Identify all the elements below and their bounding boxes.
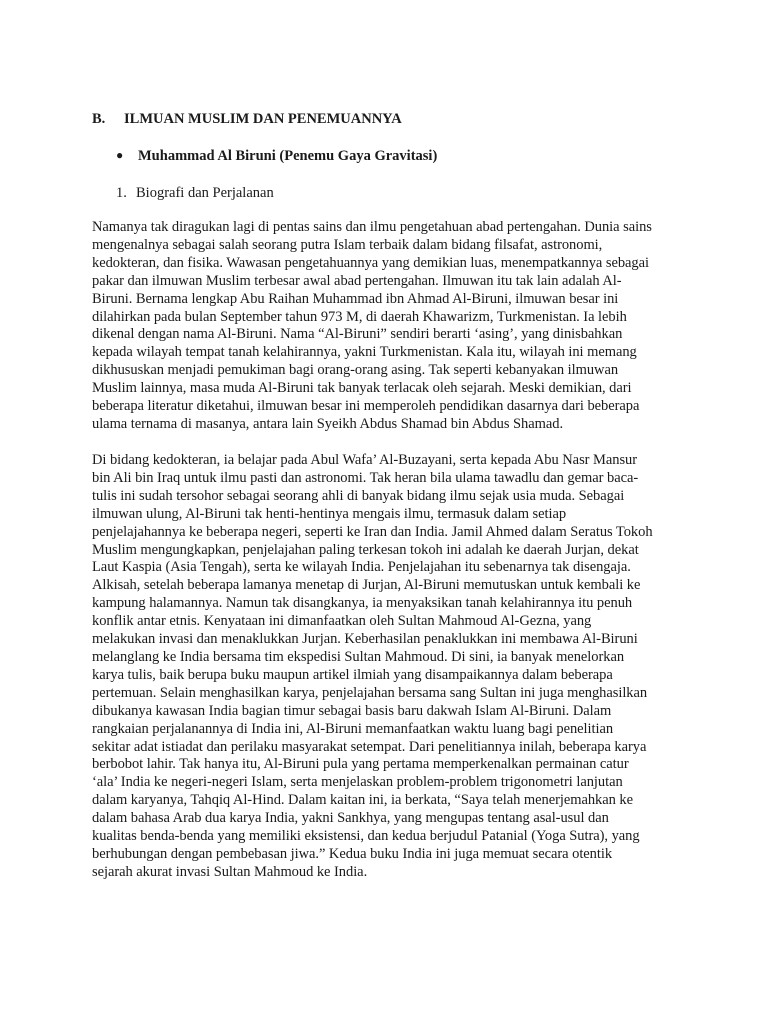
section-heading (92, 111, 402, 128)
paragraph-line: karya tulis, baik berupa buku maupun artikel ilmiah yang disampaikannya dalam beberapa (92, 666, 613, 683)
list-number: 1. (116, 185, 127, 201)
paragraph-line: kampung halamannya. Namun tak disangkanya, ia menyaksikan tanah kelahirannya itu penuh (92, 595, 633, 612)
numbered-text: Biografi dan Perjalanan (136, 185, 274, 201)
paragraph-line: ilmuwan ulung, Al-Biruni tak henti-hentinya mengais ilmu, termasuk dalam setiap (92, 505, 567, 522)
section-letter: B. (92, 111, 106, 127)
paragraph-line: dibukanya kawasan India bagian timur sebagai basis baru dakwah Islam Al-Biruni. Dalam (92, 702, 612, 719)
numbered-item (116, 185, 274, 202)
paragraph-line: dikenal dengan nama Al-Biruni. Nama “Al-Biruni” sendiri berarti ‘asing’, yang dinisbahkan (92, 326, 623, 343)
paragraph-line: ‘ala’ India ke negeri-negeri Islam, serta menjelaskan problem-problem trigonometri lanjutan (92, 774, 623, 791)
paragraph-line: kedokteran, dan fisika. Wawasan pengetahuannya yang demikian luas, menempatkannya sebagai (92, 254, 650, 271)
paragraph-line: Muslim mengungkapkan, penjelajahan paling terkesan tokoh ini adalah ke daerah Jurjan, dekat (92, 541, 639, 558)
paragraph-line: Laut Kaspia (Asia Tengah), serta ke wilayah India. Penjelajahan itu sebenarnya tak disengaja. (92, 559, 631, 576)
section-title: ILMUAN MUSLIM DAN PENEMUANNYA (124, 111, 402, 127)
paragraph-journey (92, 452, 692, 882)
bullet-dot-icon: ● (116, 148, 124, 162)
paragraph-line: pertemuan. Selain menghasilkan karya, penjelajahan bersama sang Sultan ini juga menghasilkan (92, 684, 648, 701)
paragraph-line: berhubungan dengan pembebasan jiwa.” Kedua buku India ini juga memuat secara otentik (92, 845, 613, 862)
paragraph-biography (92, 219, 692, 434)
paragraph-line: ulama ternama di masanya, antara lain Syeikh Abdus Shamad bin Abdus Shamad. (92, 415, 564, 432)
paragraph-line: dilahirkan pada bulan September tahun 973 M, di daerah Khawarizm, Turkmenistan. Ia lebih (92, 308, 627, 325)
paragraph-line: bin Ali bin Iraq untuk ilmu pasti dan astronomi. Tak heran bila ulama tawadlu dan gemar baca- (92, 469, 639, 486)
paragraph-line: tulis ini sudah tersohor sebagai seorang ahli di banyak bidang ilmu sejak usia muda. Sebagai (92, 487, 625, 504)
bullet-text: Muhammad Al Biruni (Penemu Gaya Gravitasi) (138, 148, 438, 164)
paragraph-line: melanglang ke India bersama tim ekspedisi Sultan Mahmoud. Di sini, ia banyak menelorkan (92, 648, 625, 665)
paragraph-line: kualitas benda-benda yang memiliki eksistensi, dan kedua berjudul Patanial (Yoga Sutra), yang (92, 828, 640, 845)
paragraph-line: penjelajahannya ke beberapa negeri, seperti ke Iran dan India. Jamil Ahmed dalam Seratus Tokoh (92, 523, 653, 540)
paragraph-line: Di bidang kedokteran, ia belajar pada Abul Wafa’ Al-Buzayani, serta kepada Abu Nasr Mansur (92, 452, 638, 468)
paragraph-line: dalam bahasa Arab dua karya India, yakni Sankhya, yang mengupas tentang asal-usul dan (92, 810, 609, 827)
paragraph-line: dalam karyanya, Tahqiq Al-Hind. Dalam kaitan ini, ia berkata, “Saya telah menerjemahkan ke (92, 792, 633, 809)
paragraph-line: sejarah akurat invasi Sultan Mahmoud ke India. (92, 863, 368, 880)
paragraph-line: Biruni. Bernama lengkap Abu Raihan Muhammad ibn Ahmad Al-Biruni, ilmuwan besar ini (92, 290, 619, 307)
paragraph-line: berbobot lahir. Tak hanya itu, Al-Biruni pula yang pertama memperkenalkan permainan catur (92, 756, 629, 773)
paragraph-line: konflik antar etnis. Kenyataan ini dimanfaatkan oleh Sultan Mahmoud Al-Gezna, yang (92, 613, 592, 630)
paragraph-line: pakar dan ilmuwan Muslim terbesar awal abad pertengahan. Ilmuwan itu tak lain adalah Al- (92, 272, 622, 289)
paragraph-line: Namanya tak diragukan lagi di pentas sains dan ilmu pengetahuan abad pertengahan. Dunia sains (92, 219, 652, 235)
paragraph-line: Alkisah, setelah beberapa lamanya menetap di Jurjan, Al-Biruni memutuskan untuk kembali ke (92, 577, 641, 594)
paragraph-line: dikhususkan menjadi pemukiman bagi orang-orang asing. Tak seperti kebanyakan ilmuwan (92, 362, 619, 379)
paragraph-line: kepada wilayah tempat tanah kelahirannya, yakni Turkmenistan. Kala itu, wilayah ini memang (92, 344, 637, 361)
paragraph-line: rangkaian perjalanannya di India ini, Al-Biruni memanfaatkan waktu luang bagi penelitian (92, 720, 614, 737)
bullet-item (116, 148, 437, 165)
paragraph-line: beberapa literatur diketahui, ilmuwan besar ini memperoleh pendidikan dasarnya dari beberapa (92, 398, 640, 415)
paragraph-line: Muslim lainnya, masa muda Al-Biruni tak banyak terlacak oleh sejarah. Meski demikian, dari (92, 380, 632, 397)
paragraph-line: melakukan invasi dan menaklukkan Jurjan. Keberhasilan penaklukkan ini membawa Al-Biruni (92, 631, 638, 648)
paragraph-line: mengenalnya sebagai salah seorang putra Islam terbaik dalam bidang filsafat, astronomi, (92, 236, 603, 253)
paragraph-line: sekitar adat istiadat dan perilaku masyarakat setempat. Dari penelitiannya inilah, beberapa karya (92, 738, 647, 755)
